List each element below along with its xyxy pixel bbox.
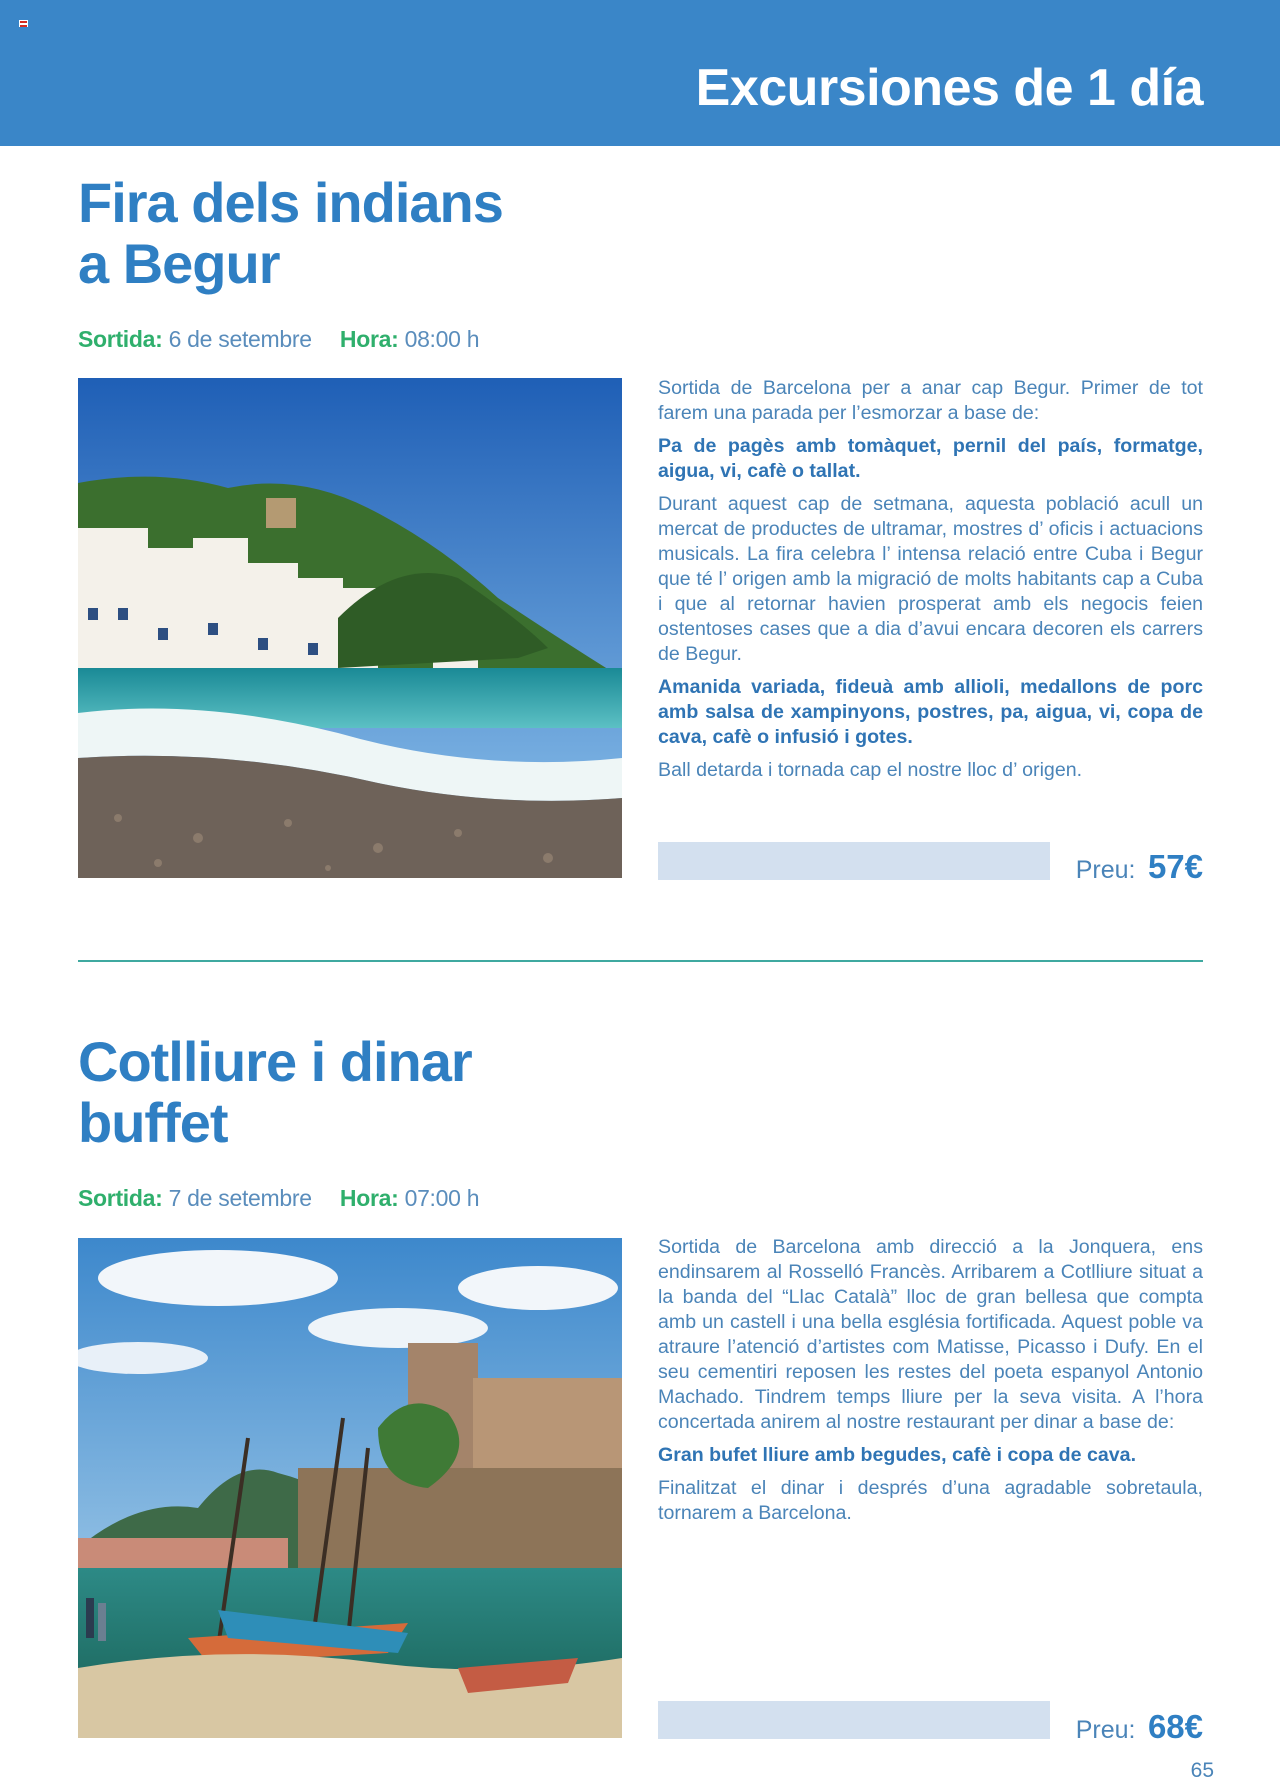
flag-icon bbox=[19, 20, 28, 27]
lunch-menu: Gran bufet lliure amb begudes, cafè i copa de cava. bbox=[658, 1444, 1137, 1466]
price-value: 57€ bbox=[1147, 848, 1203, 885]
price bbox=[1076, 1708, 1203, 1746]
departure-label: Sortida: bbox=[78, 1185, 163, 1211]
departure-info bbox=[78, 1185, 479, 1212]
closing-text: Finalitzat el dinar i després d’una agradable sobretaula, tornarem a Barcelona. bbox=[658, 1477, 1203, 1524]
price-label: Preu: bbox=[1075, 856, 1136, 884]
time-label: Hora: bbox=[339, 326, 399, 352]
header-title: Excursiones de 1 día bbox=[695, 59, 1203, 117]
breakfast-menu: Pa de pagès amb tomàquet, pernil del país, formatge, aigua, vi, cafè o tallat. bbox=[658, 435, 1203, 482]
cotlliure-harbor-photo bbox=[78, 1238, 622, 1738]
header-band bbox=[0, 0, 1280, 146]
section-title bbox=[78, 172, 503, 294]
intro-text: Sortida de Barcelona per a anar cap Begur. Primer de tot farem una parada per l’esmorzar a base de: bbox=[658, 377, 1203, 424]
lunch-menu: Amanida variada, fideuà amb allioli, medallons de porc amb salsa de xampinyons, postres, pa, aigua, vi, copa de cava, cafè o infusió i gotes. bbox=[658, 676, 1203, 748]
description-text: Durant aquest cap de setmana, aquesta població acull un mercat de productes de ultramar, mostres d’ oficis i actuacions musicals. La fira celebra l’ intensa relació entre Cuba i Begur que té l’ origen amb la migració de molts habitants cap a Cuba i que al retornar havien prosperat amb els negocis feien ostentoses cases que a dia d’avui encara decoren els carrers de Begur. bbox=[658, 493, 1203, 665]
departure-time: 07:00 h bbox=[404, 1185, 480, 1211]
departure-label: Sortida: bbox=[78, 326, 163, 352]
begur-coast-photo bbox=[78, 378, 622, 878]
page-number: 65 bbox=[1190, 1759, 1214, 1782]
price-label: Preu: bbox=[1075, 1716, 1136, 1744]
description bbox=[658, 1235, 1203, 1534]
departure-info bbox=[78, 326, 479, 353]
departure-date: 6 de setembre bbox=[168, 326, 312, 352]
title-line: Fira dels indians bbox=[78, 171, 503, 234]
title-line: a Begur bbox=[78, 232, 280, 295]
section-divider bbox=[78, 960, 1203, 962]
closing-text: Ball detarda i tornada cap el nostre lloc d’ origen. bbox=[658, 759, 1083, 781]
description bbox=[658, 376, 1203, 791]
price-bar bbox=[658, 1701, 1050, 1739]
intro-text: Sortida de Barcelona amb direcció a la Jonquera, ens endinsarem al Rosselló Francès. Arribarem a Cotlliure situat a la banda del “Llac Català” lloc de gran bellesa que compta amb un castell i una bella església fortificada. Aquest poble va atraure l’atenció d’artistes com Matisse, Picasso i Dufy. En el seu cementiri reposen les restes del poeta espanyol Antonio Machado. Tindrem temps lliure per la seva visita. A l’hora concertada anirem al nostre restaurant per dinar a base de: bbox=[658, 1236, 1203, 1433]
departure-date: 7 de setembre bbox=[168, 1185, 312, 1211]
departure-time: 08:00 h bbox=[404, 326, 480, 352]
price bbox=[1076, 848, 1203, 886]
time-label: Hora: bbox=[339, 1185, 399, 1211]
title-line: buffet bbox=[78, 1091, 228, 1154]
title-line: Cotlliure i dinar bbox=[78, 1030, 472, 1093]
price-value: 68€ bbox=[1147, 1708, 1203, 1745]
price-bar bbox=[658, 842, 1050, 880]
section-title bbox=[78, 1031, 472, 1153]
